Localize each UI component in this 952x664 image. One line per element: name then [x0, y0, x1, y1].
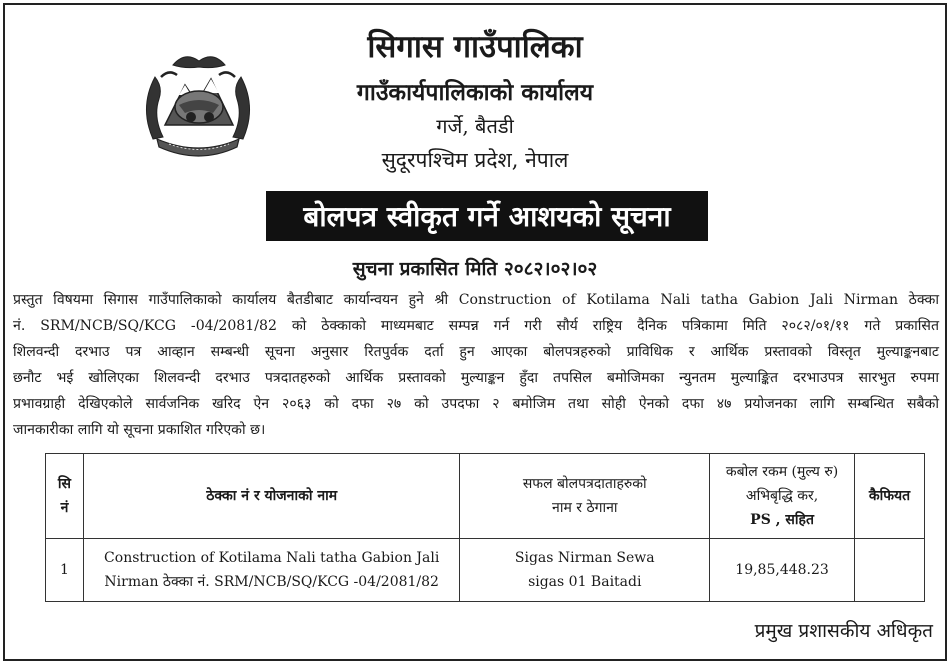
notice-page	[3, 3, 947, 661]
notice-body	[13, 287, 939, 443]
body-line: नं. SRM/NCB/SQ/KCG -04/2081/82 को ठेक्काको माध्यमबाट सम्पन्न गर्न गरी सौर्य राष्ट्रिय दैनिक पत्रिकामा मिति २०८२/०१/११ गते प्रकासित	[13, 318, 939, 334]
header-sn: सि नं	[46, 454, 84, 539]
body-line: शिलवन्दी दरभाउ पत्र आव्हान सम्बन्धी सूचना अनुसार रितपुर्वक दर्ता हुन आएका बोलपत्रहरुको प्राविधिक र आर्थिक प्रस्तावको विस्तृत मुल्याङ्कनबाट	[13, 344, 939, 360]
publication-date: सुचना प्रकासित मिति २०८२।०२।०२	[352, 258, 598, 280]
body-line: छनौट भई खोलिएका शिलवन्दी दरभाउ पत्रदातहरुको आर्थिक प्रस्तावको मुल्याङ्कन हुँदा तपसिल बमोजिमका न्युनतम मुल्याङ्कित दरभाउपत्र सारभुत रुपमा	[13, 370, 939, 386]
table-header-row	[46, 454, 925, 539]
cell-remarks	[855, 539, 925, 602]
table-row	[46, 539, 925, 602]
municipality-name: सिगास गाउँपालिका	[367, 29, 583, 65]
body-line: प्रभावग्राही देखिएकोले सार्वजनिक खरिद ऐन २०६३ को दफा २७ को उपदफा २ बमोजिम तथा सोही ऐनको दफा ४७ प्रयोजनका लागि सम्बन्धित सबैको	[13, 396, 939, 412]
body-line: जानकारीका लागि यो सूचना प्रकाशित गरिएको छ।	[13, 422, 266, 438]
body-line: प्रस्तुत विषयमा सिगास गाउँपालिकाको कार्यालय बैतडीबाट कार्यान्वयन हुने श्री Construction of Kotilama Nali tatha Gabion Jali Nirman ठेक्का	[13, 292, 939, 308]
header-bidder: सफल बोलपत्रदाताहरुको नाम र ठेगाना	[460, 454, 710, 539]
header-project: ठेक्का नं र योजनाको नाम	[83, 454, 459, 539]
office-location: गर्जे, बैतडी	[436, 114, 514, 138]
header-remarks: कैफियत	[855, 454, 925, 539]
header-amount: कबोल रकम (मुल्य रु) अभिबृद्धि कर, PS , सहित	[710, 454, 855, 539]
cell-amount: 19,85,448.23	[710, 539, 855, 602]
cell-bidder: Sigas Nirman Sewa sigas 01 Baitadi	[460, 539, 710, 602]
province-name: सुदूरपश्चिम प्रदेश, नेपाल	[381, 148, 569, 172]
cell-project: Construction of Kotilama Nali tatha Gabion Jali Nirman ठेक्का नं. SRM/NCB/SQ/KCG -04/2081/82	[83, 539, 459, 602]
cell-sn: 1	[46, 539, 84, 602]
notice-title: बोलपत्र स्वीकृत गर्ने आशयको सूचना	[266, 191, 708, 241]
results-table	[45, 453, 925, 602]
signatory: प्रमुख प्रशासकीय अधिकृत	[754, 620, 933, 642]
office-name: गाउँकार्यपालिकाको कार्यालय	[356, 79, 594, 106]
